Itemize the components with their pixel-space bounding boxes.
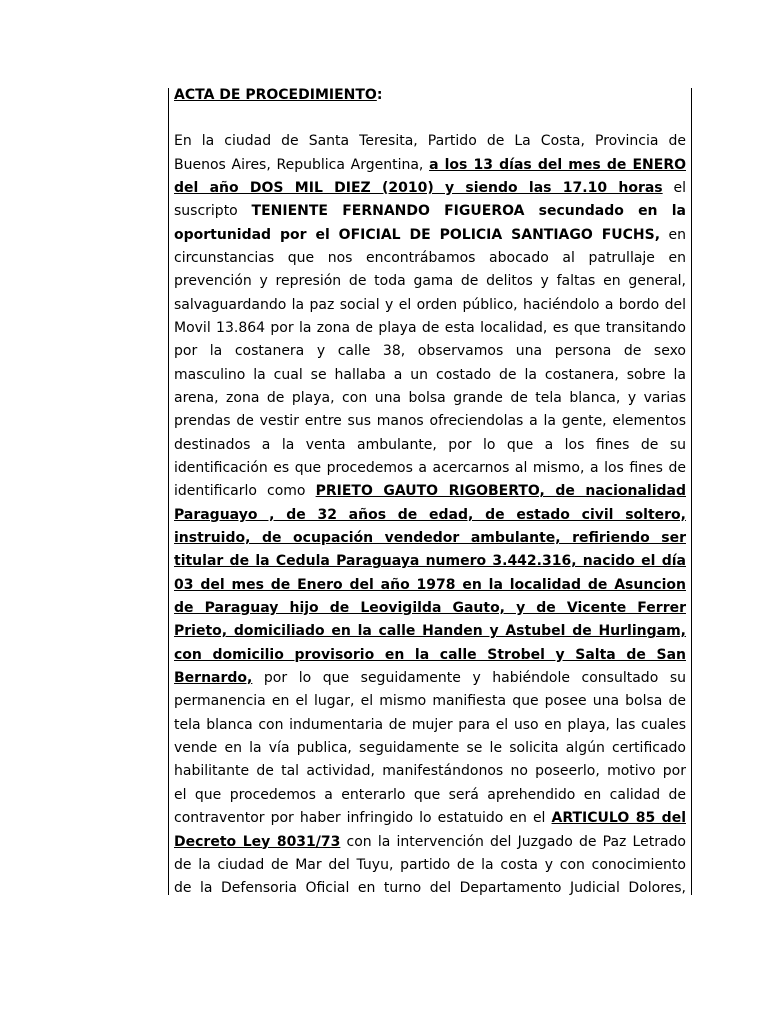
body-text: con la intervención del Juzgado de Paz Letrado xyxy=(340,833,686,850)
text-line xyxy=(174,457,686,480)
body-text: habilitante de tal actividad, manifestándonos no poseerlo, motivo por xyxy=(174,763,686,780)
text-line xyxy=(174,410,686,433)
text-line xyxy=(174,760,686,783)
body-text: En la ciudad de Santa Teresita, Partido de La Costa, Provincia de xyxy=(174,133,686,150)
text-line xyxy=(174,667,686,690)
body-text: destinados a la venta ambulante, por lo que a los fines de su xyxy=(174,436,686,453)
body-text: en xyxy=(660,226,686,243)
text-line xyxy=(174,714,686,737)
heading-colon: : xyxy=(376,86,383,103)
bold-underlined-text: 03 del mes de Enero del año 1978 en la localidad de Asuncion xyxy=(174,576,686,593)
text-line xyxy=(174,480,686,503)
bold-underlined-text: PRIETO GAUTO RIGOBERTO, de nacionalidad xyxy=(315,483,686,500)
body-text: circunstancias que nos encontrábamos abocado al patrullaje en xyxy=(174,249,686,266)
bold-underlined-text: instruido, de ocupación vendedor ambulante, refiriendo ser xyxy=(174,530,686,547)
body-text: masculino la cual se hallaba a un costado de la costanera, sobre la xyxy=(174,366,686,383)
text-line xyxy=(174,200,686,223)
body-text: por lo que seguidamente y habiéndole consultado su xyxy=(252,670,686,687)
body-text: contraventor por haber infringido lo estatuido en el xyxy=(174,810,552,827)
text-line xyxy=(174,644,686,667)
body-text: identificación es que procedemos a acercarnos al mismo, a los fines de xyxy=(174,460,686,476)
body-text: por la costanera y calle 38, observamos una persona de sexo xyxy=(174,343,686,360)
text-line xyxy=(174,177,686,200)
body-text: salvaguardando la paz social y el orden público, haciéndolo a bordo del xyxy=(174,296,686,313)
bold-underlined-text: Bernardo, xyxy=(174,670,253,687)
text-line xyxy=(174,620,686,643)
text-line xyxy=(174,270,686,293)
bold-text: oportunidad por el OFICIAL DE POLICIA SANTIAGO FUCHS, xyxy=(174,226,661,243)
right-border-rule xyxy=(691,88,692,895)
text-line xyxy=(174,831,686,854)
text-line xyxy=(174,247,686,270)
body-text: Buenos Aires, Republica Argentina, xyxy=(174,156,430,173)
body-text: el xyxy=(662,179,687,196)
text-line xyxy=(174,434,686,457)
body-text: de la ciudad de Mar del Tuyu, partido de la costa y con conocimiento xyxy=(174,856,686,873)
document-heading xyxy=(174,84,686,107)
bold-underlined-text: titular de la Cedula Paraguaya numero 3.442.316, nacido el día xyxy=(174,553,686,570)
text-line xyxy=(174,690,686,713)
body-text: el que procedemos a enterarlo que será aprehendido en calidad de xyxy=(174,786,686,803)
text-line xyxy=(174,597,686,620)
heading-title: ACTA DE PROCEDIMIENTO xyxy=(174,86,377,103)
text-line xyxy=(174,130,686,153)
text-line xyxy=(174,854,686,877)
left-border-rule xyxy=(168,88,169,895)
text-line xyxy=(174,737,686,760)
bold-underlined-text: a los 13 días del mes de ENERO xyxy=(429,156,686,173)
bold-underlined-text: con domicilio provisorio en la calle Strobel y Salta de San xyxy=(174,646,686,663)
body-text: suscripto xyxy=(174,203,252,220)
text-line xyxy=(174,527,686,550)
body-text: Movil 13.864 por la zona de playa de esta localidad, es que transitando xyxy=(174,319,686,336)
text-line xyxy=(174,550,686,573)
body-text: prendas de vestir entre sus manos ofreciendolas a la gente, elementos xyxy=(174,413,686,430)
text-line xyxy=(174,877,686,900)
blank-line xyxy=(174,107,686,130)
bold-underlined-text: Decreto Ley 8031/73 xyxy=(174,833,341,850)
bold-underlined-text: del año DOS MIL DIEZ (2010) y siendo las 17.10 horas xyxy=(174,179,663,196)
document-body xyxy=(174,84,686,901)
body-text: prevención y represión de toda gama de delitos y faltas en general, xyxy=(174,273,686,290)
text-line xyxy=(174,807,686,830)
body-text: arena, zona de playa, con una bolsa grande de tela blanca, y varias xyxy=(174,389,686,406)
bold-underlined-text: Paraguayo , de 32 años de edad, de estado civil soltero, xyxy=(174,506,686,523)
text-line xyxy=(174,574,686,597)
bold-underlined-text: ARTICULO 85 del xyxy=(551,810,686,827)
body-text: vende en la vía publica, seguidamente se le solicita algún certificado xyxy=(174,740,686,757)
body-text: tela blanca con indumentaria de mujer para el uso en playa, las cuales xyxy=(174,716,686,733)
body-text: identificarlo como xyxy=(174,483,316,500)
text-line xyxy=(174,294,686,317)
bold-underlined-text: Prieto, domiciliado en la calle Handen y Astubel de Hurlingam, xyxy=(174,623,686,640)
text-line xyxy=(174,364,686,387)
body-text: permanencia en el lugar, el mismo manifiesta que posee una bolsa de xyxy=(174,693,686,710)
bold-underlined-text: de Paraguay hijo de Leovigilda Gauto, y de Vicente Ferrer xyxy=(174,600,686,617)
text-line xyxy=(174,224,686,247)
text-line xyxy=(174,340,686,363)
text-line xyxy=(174,784,686,807)
text-line xyxy=(174,387,686,410)
bold-text: TENIENTE FERNANDO FIGUEROA secundado en la xyxy=(251,203,686,220)
body-text: de la Defensoria Oficial en turno del Departamento Judicial Dolores, xyxy=(174,880,686,897)
text-line xyxy=(174,317,686,340)
text-line xyxy=(174,504,686,527)
text-line xyxy=(174,154,686,177)
